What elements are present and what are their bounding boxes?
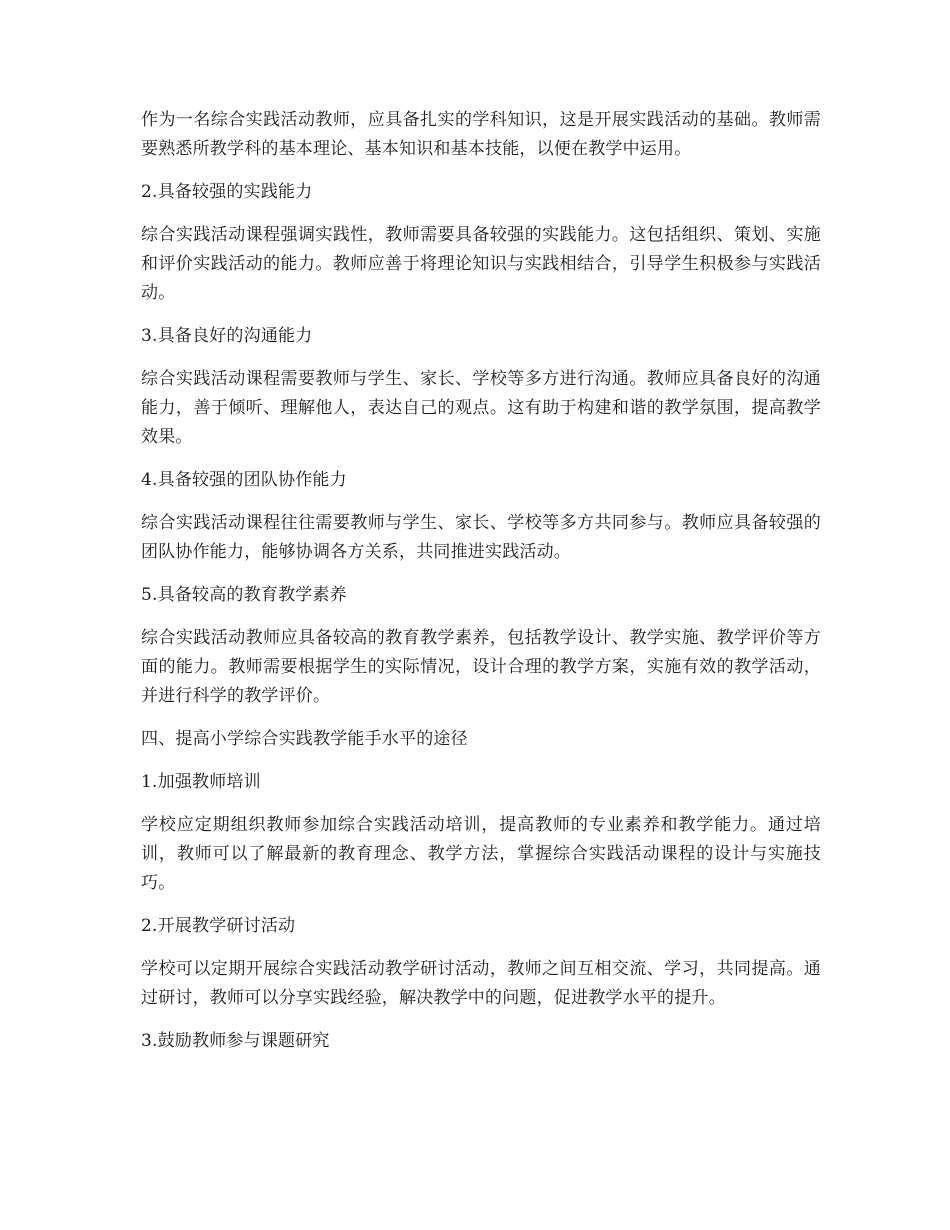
body-paragraph: 学校可以定期开展综合实践活动教学研讨活动，教师之间互相交流、学习，共同提高。通过研讨，教师可以分享实践经验，解决教学中的问题，促进教学水平的提升。 <box>141 959 821 1008</box>
body-paragraph: 综合实践活动教师应具备较高的教育教学素养，包括教学设计、教学实施、教学评价等方面的能力。教师需要根据学生的实际情况，设计合理的教学方案，实施有效的教学活动，并进行科学的教学评价。 <box>141 628 821 706</box>
body-paragraph: 综合实践活动课程往往需要教师与学生、家长、学校等多方共同参与。教师应具备较强的团队协作能力，能够协调各方关系，共同推进实践活动。 <box>141 513 821 562</box>
section-heading: 4.具备较强的团队协作能力 <box>141 470 347 490</box>
document-body <box>141 106 821 1070</box>
section-heading: 2.具备较强的实践能力 <box>141 182 313 202</box>
chapter-heading: 四、提高小学综合实践教学能手水平的途径 <box>141 729 468 749</box>
body-paragraph: 作为一名综合实践活动教师，应具备扎实的学科知识，这是开展实践活动的基础。教师需要熟悉所教学科的基本理论、基本知识和基本技能，以便在教学中运用。 <box>141 110 821 159</box>
section-heading: 1.加强教师培训 <box>141 772 261 792</box>
section-heading: 3.具备良好的沟通能力 <box>141 326 313 346</box>
section-heading: 2.开展教学研讨活动 <box>141 916 296 936</box>
section-heading: 5.具备较高的教育教学素养 <box>141 585 347 605</box>
section-heading: 3.鼓励教师参与课题研究 <box>141 1031 330 1051</box>
body-paragraph: 综合实践活动课程强调实践性，教师需要具备较强的实践能力。这包括组织、策划、实施和评价实践活动的能力。教师应善于将理论知识与实践相结合，引导学生积极参与实践活动。 <box>141 225 821 303</box>
body-paragraph: 学校应定期组织教师参加综合实践活动培训，提高教师的专业素养和教学能力。通过培训，教师可以了解最新的教育理念、教学方法，掌握综合实践活动课程的设计与实施技巧。 <box>141 815 821 893</box>
body-paragraph: 综合实践活动课程需要教师与学生、家长、学校等多方进行沟通。教师应具备良好的沟通能力，善于倾听、理解他人，表达自己的观点。这有助于构建和谐的教学氛围，提高教学效果。 <box>141 369 821 447</box>
